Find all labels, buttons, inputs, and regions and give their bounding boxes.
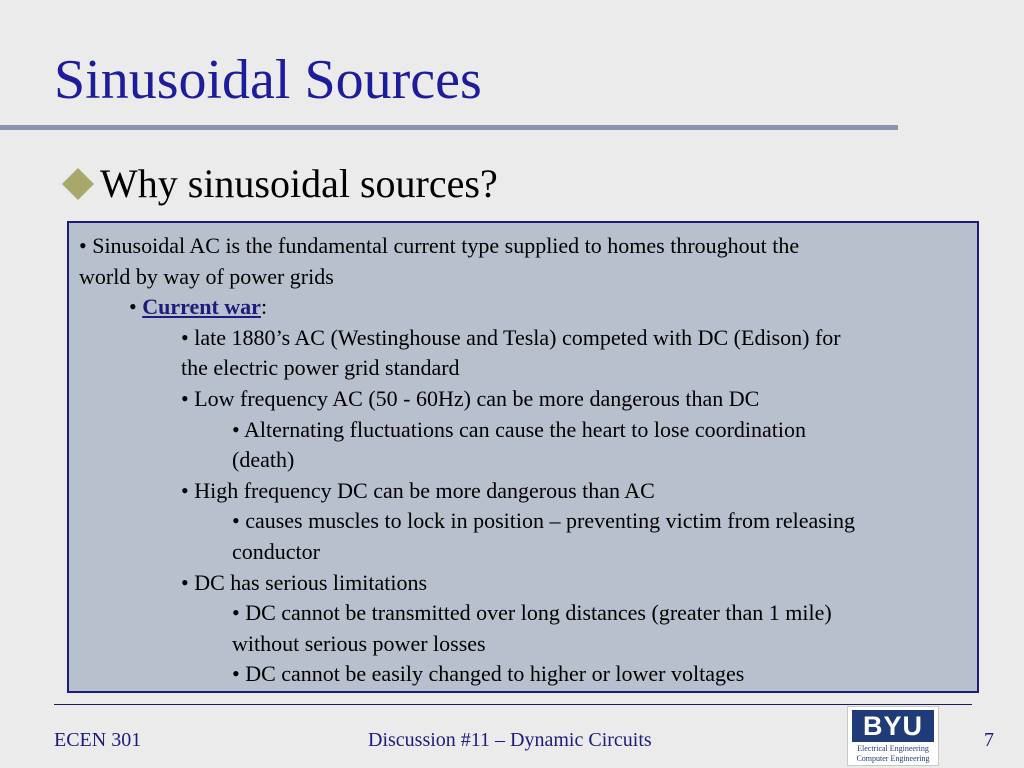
content-box: [67, 221, 979, 693]
current-war-line: [79, 292, 967, 323]
footer-rule: [54, 704, 972, 705]
main-bullet: [60, 160, 498, 208]
bullet-line: • DC has serious limitations: [181, 569, 428, 595]
slide-title: Sinusoidal Sources: [54, 49, 482, 111]
bullet-line: • Low frequency AC (50 - 60Hz) can be more dangerous than DC: [181, 385, 760, 411]
bullet-line: (death): [232, 447, 295, 473]
colon: :: [260, 294, 268, 320]
logo-line-2: Computer Engineering: [856, 754, 930, 763]
footer-course: ECEN 301: [54, 729, 142, 751]
footer-topic: Discussion #11 – Dynamic Circuits: [368, 729, 652, 751]
bullet-line: the electric power grid standard: [181, 355, 460, 381]
logo-mark: BYU: [862, 711, 923, 741]
bullet-line: • High frequency DC can be more dangerous than AC: [181, 477, 655, 503]
current-war-label: Current war: [142, 294, 261, 320]
bullet-line: conductor: [232, 538, 320, 564]
diamond-icon: [60, 166, 96, 202]
bullet-line: • late 1880’s AC (Westinghouse and Tesla) competed with DC (Edison) for: [181, 324, 841, 350]
bullet-mark: •: [129, 294, 143, 320]
bullet-line: • DC cannot be easily changed to higher or lower voltages: [232, 661, 745, 687]
bullet-line: • Sinusoidal AC is the fundamental current type supplied to homes throughout the: [79, 233, 800, 258]
logo-line-1: Electrical Engineering: [857, 744, 929, 753]
bullet-line: without serious power losses: [232, 630, 486, 656]
byu-logo: [847, 706, 939, 766]
main-bullet-text: Why sinusoidal sources?: [100, 161, 498, 206]
bullet-line: • causes muscles to lock in position – preventing victim from releasing: [232, 508, 855, 534]
bullet-line: world by way of power grids: [79, 263, 334, 289]
bullet-line: • DC cannot be transmitted over long distances (greater than 1 mile): [232, 600, 832, 626]
bullet-line: • Alternating fluctuations can cause the heart to lose coordination: [232, 416, 807, 442]
title-rule: [0, 125, 898, 130]
page-number: 7: [984, 729, 994, 751]
